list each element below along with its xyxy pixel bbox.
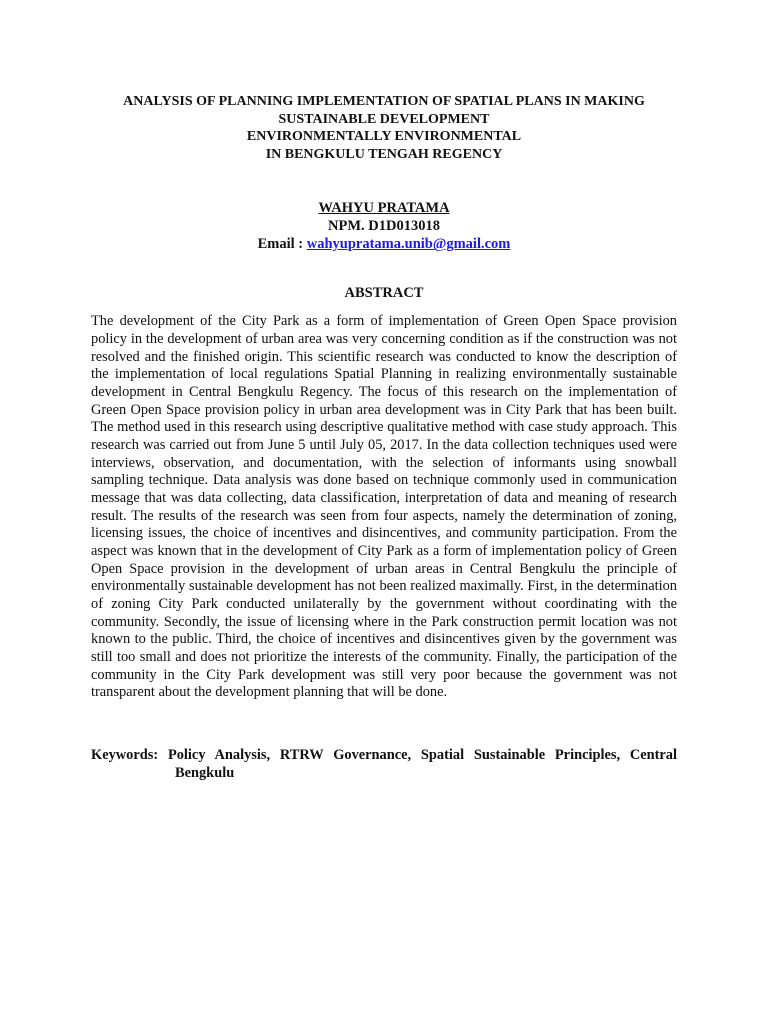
author-block [91, 199, 677, 253]
student-id: NPM. D1D013018 [328, 218, 440, 235]
email-label: Email : [257, 236, 307, 253]
title-line-2: SUSTAINABLE DEVELOPMENT [278, 111, 490, 127]
abstract-body: The development of the City Park as a form of implementation of Green Open Space provision policy in the development of urban area was very concerning condition as if the construction was not resolved and the finished origin. This scientific research was conducted to know the description of the implementation of local regulations Spatial Planning in realizing environmentally sustainable development in Central Bengkulu Regency. The focus of this research on the implementation of Green Open Space provision policy in urban area development was in City Park that has been built. The method used in this research using descriptive qualitative method with case study approach. This research was carried out from June 5 until July 05, 2017. In the data collection techniques used were interviews, observation, and documentation, with the selection of informants using snowball sampling technique. Data analysis was done based on technique commonly used in communication message that was data collecting, data classification, interpretation of data and meaning of research result. The results of the research was seen from four aspects, namely the determination of zoning, licensing issues, the choice of incentives and disincentives, and community participation. From the aspect was known that in the development of City Park as a form of implementation policy of Green Open Space provision in the development of urban areas in Central Bengkulu the principle of environmentally sustainable development has not been realized maximally. First, in the determination of zoning City Park conducted unilaterally by the government without coordinating with the community. Secondly, the issue of licensing where in the Park construction permit location was not known to the public. Third, the choice of incentives and disincentives given by the government was still too small and does not prioritize the interests of the community. Finally, the participation of the community in the City Park development was still very poor because the government was not transparent about the development planning that will be done. [91, 313, 677, 701]
author-name: WAHYU PRATAMA [318, 200, 450, 217]
title-line-1: ANALYSIS OF PLANNING IMPLEMENTATION OF SPATIAL PLANS IN MAKING [123, 94, 645, 109]
email-row [91, 235, 677, 253]
keywords: Keywords: Policy Analysis, RTRW Governance, Spatial Sustainable Principles, Central Bengkulu [91, 746, 677, 781]
document-title [91, 93, 677, 163]
email-link[interactable]: wahyupratama.unib@gmail.com [306, 236, 511, 253]
title-line-4: IN BENGKULU TENGAH REGENCY [265, 146, 503, 162]
document-page [91, 93, 677, 782]
abstract-heading: ABSTRACT [344, 285, 424, 302]
title-line-3: ENVIRONMENTALLY ENVIRONMENTAL [246, 129, 522, 145]
